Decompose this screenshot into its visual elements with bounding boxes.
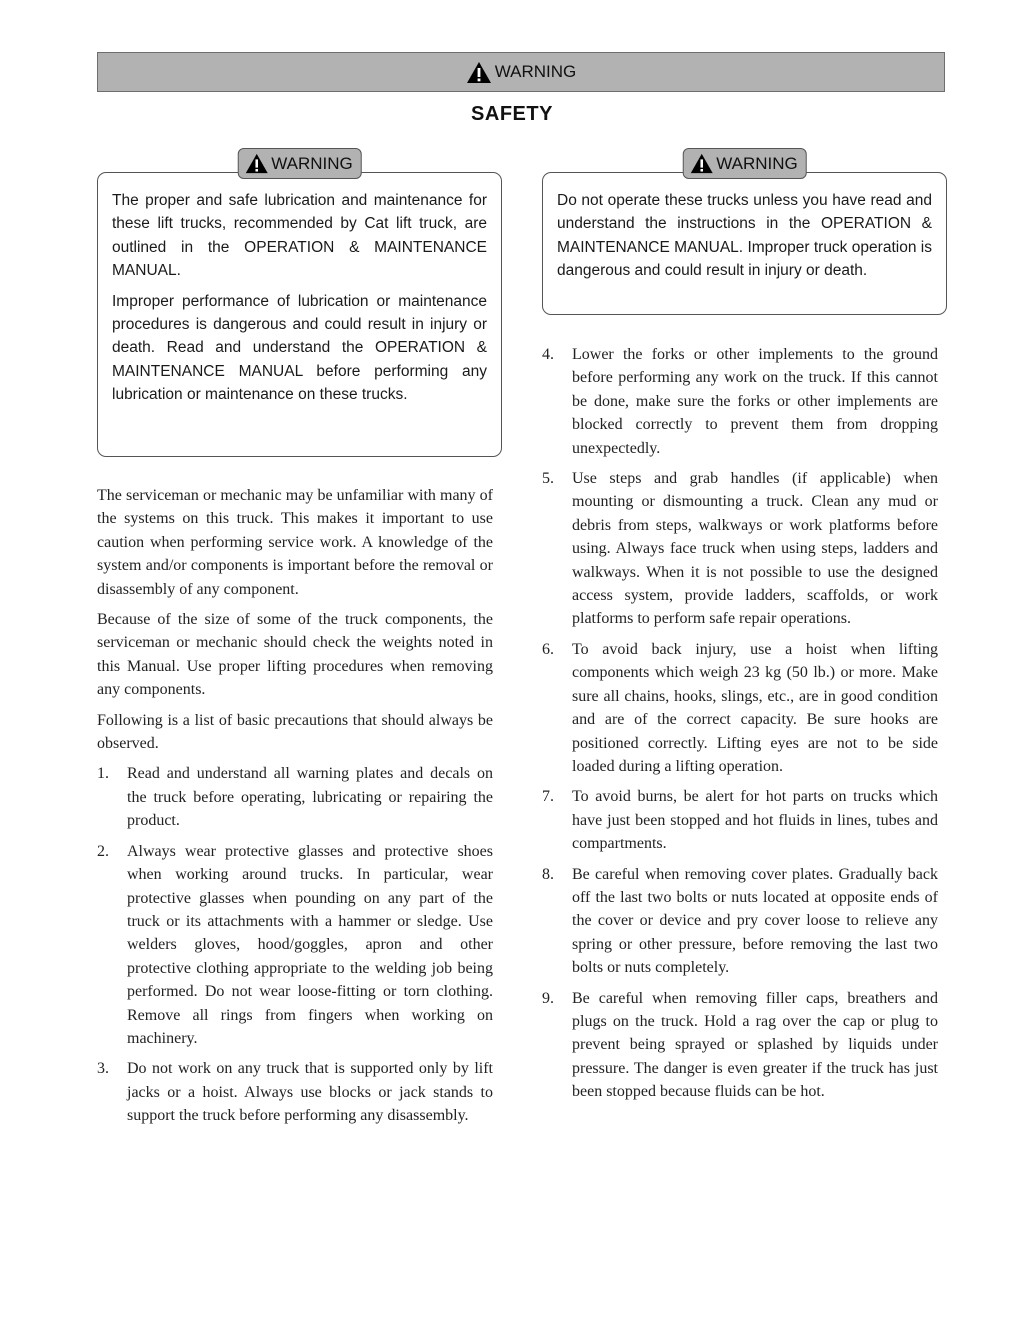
warning-box-body [98,173,501,424]
intro-paragraph: Following is a list of basic precautions that should always be observed. [97,711,493,753]
item-number: 1. [97,765,109,783]
item-number: 7. [542,788,554,806]
warning-banner [97,52,945,92]
intro-paragraph: Because of the size of some of the truck components, the serviceman or mechanic should check the weights noted in this Manual. Use proper lifting procedures when removing any components. [97,611,493,699]
item-number: 8. [542,865,554,883]
warning-box-lubrication [97,153,502,457]
precaution-item-7 [542,785,938,855]
item-text: Always wear protective glasses and protective shoes when working around trucks. In particular, wear protective glasses when pounding on any part of the truck or its attachments with a hammer or sledge. Use welders gloves, hood/goggles, apron and other protective clothing appropriate to the welding job being performed. Do not wear loose-fitting or torn clothing. Remove all rings from fingers when working on machinery. [127,842,493,1047]
warning-triangle-icon [689,153,713,174]
item-text: Read and understand all warning plates and decals on the truck before operating, lubricating or repairing the product. [127,765,493,830]
item-number: 5. [542,470,554,488]
left-column [97,484,493,1135]
item-text: Lower the forks or other implements to the ground before performing any work on the truck. If this cannot be done, make sure the forks or other implements are blocked correctly to prevent them from dropping unexpectedly. [572,346,938,457]
precaution-item-1 [97,762,493,832]
warning-tab [682,148,807,179]
item-number: 9. [542,989,554,1007]
item-text: Use steps and grab handles (if applicable) when mounting or dismounting a truck. Clean any mud or debris from steps, walkways or work platforms before using. Always face truck when using steps, ladders and walkways. When it is not possible to use the designed access system, provide ladders, scaffolds, or work platforms to perform safe repair operations. [572,470,938,628]
warning-triangle-icon [244,153,268,174]
item-number: 2. [97,842,109,860]
warning-banner-label: WARNING [494,62,577,81]
precaution-item-2 [97,840,493,1051]
warning-paragraph: Do not operate these trucks unless you have read and understand the instructions in the OPERATION & MAINTENANCE MANUAL. Improper truck operation is dangerous and could result in injury or death. [557,192,932,280]
precaution-item-3 [97,1057,493,1127]
item-text: Be careful when removing cover plates. Gradually back off the last two bolts or nuts located at opposite ends of the cover or device and pry cover loose to relieve any spring or other pressure, before removing the last two bolts or nuts completely. [572,865,938,977]
item-number: 3. [97,1060,109,1078]
item-text: To avoid back injury, use a hoist when lifting components which weigh 23 kg (50 lb.) or more. Make sure all chains, hooks, slings, etc., are in good condition and are of the correct capacity. Be sure hooks are positioned correctly. Lifting eyes are not to be side loaded during a lifting operation. [572,640,938,775]
precaution-item-5 [542,467,938,631]
intro-paragraph: The serviceman or mechanic may be unfamiliar with many of the systems on this truck. This makes it important to use caution when performing service work. A knowledge of the system and/or components is important before the removal or disassembly of any component. [97,487,493,598]
item-text: Be careful when removing filler caps, breathers and plugs on the truck. Hold a rag over the cap or plug to prevent being sprayed or splashed by liquids under pressure. The danger is even greater if the truck has just been stopped because fluids can be hot. [572,989,938,1101]
warning-banner-content [466,61,577,84]
page-title: SAFETY [471,103,553,125]
warning-tab [237,148,362,179]
precaution-item-4 [542,343,938,460]
warning-paragraph: The proper and safe lubrication and maintenance for these lift trucks, recommended by Cat lift truck, are outlined in the OPERATION & MAINTENANCE MANUAL. [112,192,487,280]
precaution-item-8 [542,863,938,980]
item-number: 4. [542,346,554,363]
precaution-item-9 [542,987,938,1104]
warning-box-body [543,173,946,300]
item-text: Do not work on any truck that is supported only by lift jacks or a hoist. Always use blocks or jack stands to support the truck before performing any disassembly. [127,1060,493,1125]
warning-tab-label: WARNING [271,153,353,173]
item-number: 6. [542,640,554,658]
right-column [542,343,938,1111]
warning-triangle-icon [466,61,492,84]
warning-tab-label: WARNING [716,153,798,173]
item-text: To avoid burns, be alert for hot parts on trucks which have just been stopped and hot fluids in lines, tubes and compartments. [572,788,938,853]
precaution-item-6 [542,638,938,778]
warning-box-operation [542,153,947,315]
warning-paragraph: Improper performance of lubrication or maintenance procedures is dangerous and could result in injury or death. Read and understand the OPERATION & MAINTENANCE MANUAL before performing any lubrication or maintenance on these trucks. [112,292,487,404]
